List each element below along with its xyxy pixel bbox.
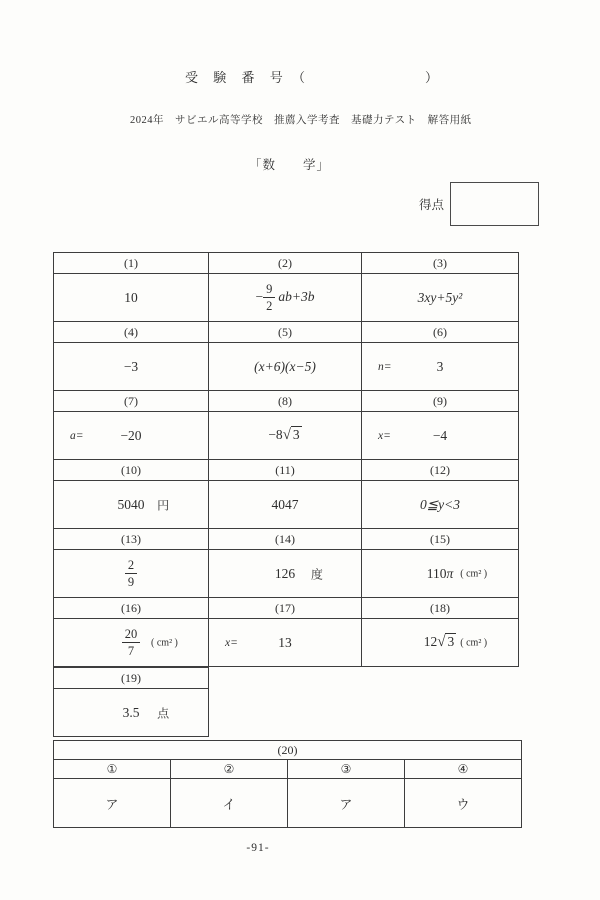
q16-fraction-denominator: 7 [127,644,135,658]
q1-value: 10 [124,289,138,305]
answer-table-q20 [53,740,522,828]
q18-unit: ( cm² ) [460,637,488,648]
q15-unit: ( cm² ) [460,568,488,579]
q18-coefficient: 12 [423,634,438,649]
q3-value: 3xy+5y² [417,289,463,305]
q2-fraction-denominator: 2 [266,299,273,313]
q18-number: (18) [362,598,519,619]
q8-radical-icon: √ [282,427,291,443]
q2-fraction [263,282,275,314]
q8-answer [209,412,362,460]
q13-fraction-numerator: 2 [125,558,137,574]
document-title: 2024年 サビエル高等学校 推薦入学考査 基礎力テスト 解答用紙 [130,115,472,126]
q16-unit: ( cm² ) [151,637,178,648]
q2-sign: − [255,288,264,304]
q17-answer [209,619,362,667]
q19-number: (19) [54,668,209,689]
q13-fraction-denominator: 9 [127,575,135,589]
q5-answer [209,343,362,391]
q9-variable-label: x= [378,429,391,442]
q15-pi-symbol: π [446,565,454,581]
q12-value: 0≦y<3 [420,496,460,512]
q15-value [427,566,454,581]
q2-expression: ab+3b [278,288,315,304]
q10-value: 5040 [117,496,145,512]
q13-number: (13) [54,529,209,550]
q8-coefficient: −8 [268,427,283,442]
q16-answer [54,619,209,667]
q6-number: (6) [362,322,519,343]
q10-unit: 円 [157,498,170,512]
q11-answer [209,481,362,529]
q12-number: (12) [362,460,519,481]
q20-number: (20) [54,741,522,760]
subject-title: 「数 学」 [249,158,331,172]
q6-variable-label: n= [378,360,392,373]
q17-value: 13 [278,634,292,650]
q16-number: (16) [54,598,209,619]
q16-fraction [122,627,141,659]
q6-value: 3 [436,358,444,374]
q13-answer [54,550,209,598]
q16-fraction-numerator: 20 [122,627,141,643]
q18-radicand: 3 [447,634,455,649]
q8-value [268,427,301,442]
exam-number-row [185,67,438,86]
q3-number: (3) [362,253,519,274]
q14-value: 126 [274,565,296,581]
q8-radicand: 3 [292,427,300,442]
q15-answer [362,550,519,598]
q20-sub2-answer: イ [171,779,288,828]
score-box [450,182,539,226]
score-label: 得点 [419,198,445,212]
q6-answer [362,343,519,391]
q18-answer [362,619,519,667]
q1-answer [54,274,209,322]
q20-sub4-header: ④ [405,760,522,779]
q7-answer [54,412,209,460]
q1-number: (1) [54,253,209,274]
q5-number: (5) [209,322,362,343]
q20-sub1-answer: ア [54,779,171,828]
q17-number: (17) [209,598,362,619]
answer-table-q19 [53,667,209,737]
q19-unit: 点 [157,706,170,720]
q7-value: −20 [120,427,142,443]
q20-sub1-header: ① [54,760,171,779]
q14-answer [209,550,362,598]
q20-sub3-answer: ア [288,779,405,828]
q11-value: 4047 [271,496,299,512]
q8-number: (8) [209,391,362,412]
exam-number-paren-open-icon: （ [292,70,306,85]
q10-number: (10) [54,460,209,481]
q18-radical-icon: √ [437,634,446,650]
q7-number: (7) [54,391,209,412]
q19-value: 3.5 [122,704,140,720]
q7-variable-label: a= [70,429,84,442]
q19-answer [54,689,209,737]
q10-answer [54,481,209,529]
q14-unit: 度 [310,567,323,581]
q5-value: (x+6)(x−5) [254,358,316,374]
q2-value [255,281,315,313]
q4-number: (4) [54,322,209,343]
q13-fraction [125,558,137,590]
q20-sub4-answer: ウ [405,779,522,828]
q2-number: (2) [209,253,362,274]
exam-number-label: 受 験 番 号 [185,70,289,85]
q3-answer [362,274,519,322]
q12-answer [362,481,519,529]
q4-answer [54,343,209,391]
q18-value [424,634,456,649]
q20-sub3-header: ③ [288,760,405,779]
page-number: -91- [246,842,270,854]
exam-number-paren-close-icon: ） [425,70,439,85]
q11-number: (11) [209,460,362,481]
q4-value: −3 [123,358,139,374]
q20-sub2-header: ② [171,760,288,779]
q2-fraction-numerator: 9 [263,282,275,298]
q15-coefficient: 110 [426,565,447,581]
q9-number: (9) [362,391,519,412]
q14-number: (14) [209,529,362,550]
q2-answer [209,274,362,322]
q15-number: (15) [362,529,519,550]
q9-answer [362,412,519,460]
q17-variable-label: x= [225,636,238,649]
q9-value: −4 [432,427,448,443]
answer-table-main [53,252,519,667]
